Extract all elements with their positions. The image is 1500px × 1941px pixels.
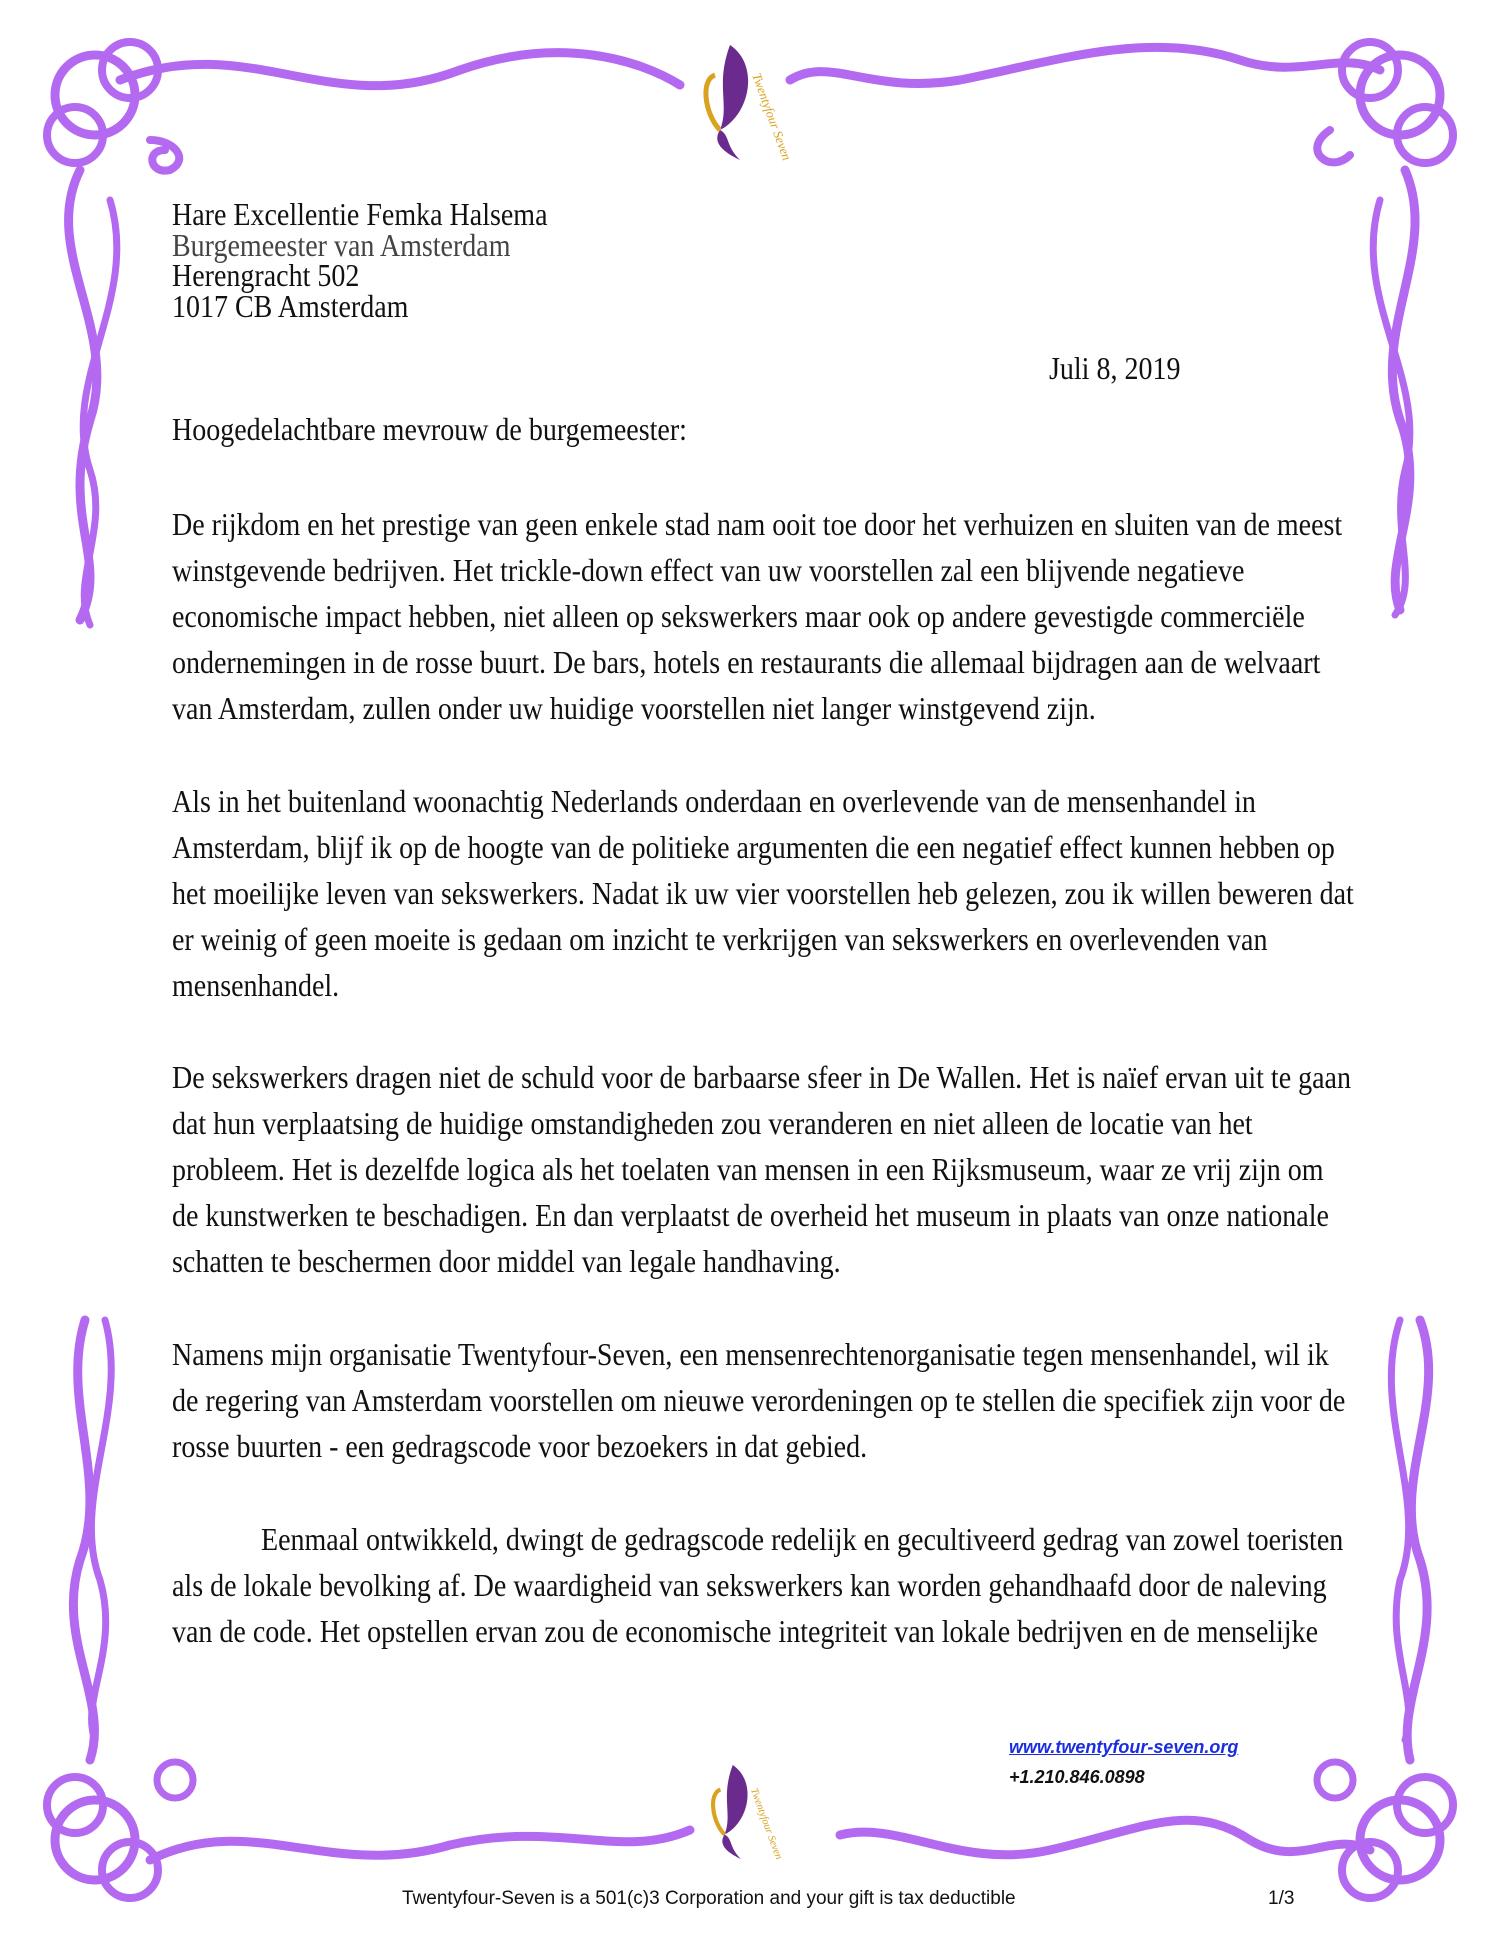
salutation: Hoogedelachtbare mevrouw de burgemeester: — [172, 412, 687, 448]
paragraph-line: de kunstwerken te beschadigen. En dan verplaatst de overheid het museum in plaats van onze nationale — [172, 1198, 1329, 1234]
paragraph-line: Amsterdam, blijf ik op de hoogte van de politieke argumenten die een negatief effect kunnen hebben op — [172, 830, 1335, 866]
svg-text:Twentyfour Seven: Twentyfour Seven — [749, 70, 795, 163]
recipient-city: 1017 CB Amsterdam — [172, 289, 409, 325]
page-number: 1/3 — [1268, 1888, 1295, 1909]
logo-bottom — [700, 1755, 790, 1865]
paragraph-line: mensenhandel. — [172, 968, 340, 1004]
recipient-street: Herengracht 502 — [172, 258, 360, 294]
paragraph-line: Als in het buitenland woonachtig Nederlands onderdaan en overlevende van de mensenhandel in — [172, 784, 1256, 820]
paragraph-2 — [172, 786, 1354, 1016]
paragraph-line: economische impact hebben, niet alleen op sekswerkers maar ook op andere gevestigde commerciële — [172, 599, 1305, 635]
website-link-wrap — [1009, 1737, 1238, 1758]
paragraph-3 — [172, 1062, 1351, 1292]
svg-text:Twentyfour Seven: Twentyfour Seven — [747, 1786, 784, 1862]
paragraph-line: het moeilijke leven van sekswerkers. Nadat ik uw vier voorstellen heb gelezen, zou ik willen beweren dat — [172, 876, 1354, 912]
footer-note: Twentyfour-Seven is a 501(c)3 Corporation and your gift is tax deductible — [402, 1888, 1016, 1909]
paragraph-5 — [172, 1524, 1343, 1662]
paragraph-line: de regering van Amsterdam voorstellen om nieuwe verordeningen op te stellen die specifiek zijn voor de — [172, 1383, 1346, 1419]
paragraph-line: De rijkdom en het prestige van geen enkele stad nam ooit toe door het verhuizen en sluiten van de meest — [172, 507, 1343, 543]
letter-date: Juli 8, 2019 — [1049, 351, 1181, 387]
paragraph-line: probleem. Het is dezelfde logica als het toelaten van mensen in een Rijksmuseum, waar ze vrij zijn om — [172, 1152, 1324, 1188]
paragraph-line: De sekswerkers dragen niet de schuld voor de barbaarse sfeer in De Wallen. Het is naïef ervan uit te gaan — [172, 1060, 1351, 1096]
recipient-name: Hare Excellentie Femka Halsema — [172, 197, 548, 233]
paragraph-line: rosse buurten - een gedragscode voor bezoekers in dat gebied. — [172, 1429, 868, 1465]
recipient-title: Burgemeester van Amsterdam — [172, 228, 511, 264]
paragraph-line: ondernemingen in de rosse buurt. De bars, hotels en restaurants die allemaal bijdragen aan de welvaart — [172, 645, 1321, 681]
paragraph-line: er weinig of geen moeite is gedaan om inzicht te verkrijgen van sekswerkers en overlevenden van — [172, 922, 1268, 958]
paragraph-line: van Amsterdam, zullen onder uw huidige voorstellen niet langer winstgevend zijn. — [172, 691, 1096, 727]
paragraph-line: dat hun verplaatsing de huidige omstandigheden zou veranderen en niet alleen de locatie van het — [172, 1106, 1253, 1142]
phone-number: +1.210.846.0898 — [1009, 1767, 1145, 1787]
paragraph-line: van de code. Het opstellen ervan zou de economische integriteit van lokale bedrijven en de menselijke — [172, 1614, 1319, 1650]
paragraph-line: Namens mijn organisatie Twentyfour-Seven, een mensenrechtenorganisatie tegen mensenhandel, wil ik — [172, 1337, 1329, 1373]
logo-top — [690, 35, 800, 165]
paragraph-line: schatten te beschermen door middel van legale handhaving. — [172, 1244, 841, 1280]
website-link[interactable]: www.twentyfour-seven.org — [1009, 1737, 1239, 1757]
paragraph-1 — [172, 509, 1342, 739]
paragraph-line: winstgevende bedrijven. Het trickle-down effect van uw voorstellen zal een blijvende negatieve — [172, 553, 1245, 589]
paragraph-4 — [172, 1339, 1345, 1477]
paragraph-line: als de lokale bevolking af. De waardigheid van sekswerkers kan worden gehandhaafd door de naleving — [172, 1568, 1327, 1604]
paragraph-line: Eenmaal ontwikkeld, dwingt de gedragscode redelijk en gecultiveerd gedrag van zowel toeristen — [261, 1522, 1344, 1558]
